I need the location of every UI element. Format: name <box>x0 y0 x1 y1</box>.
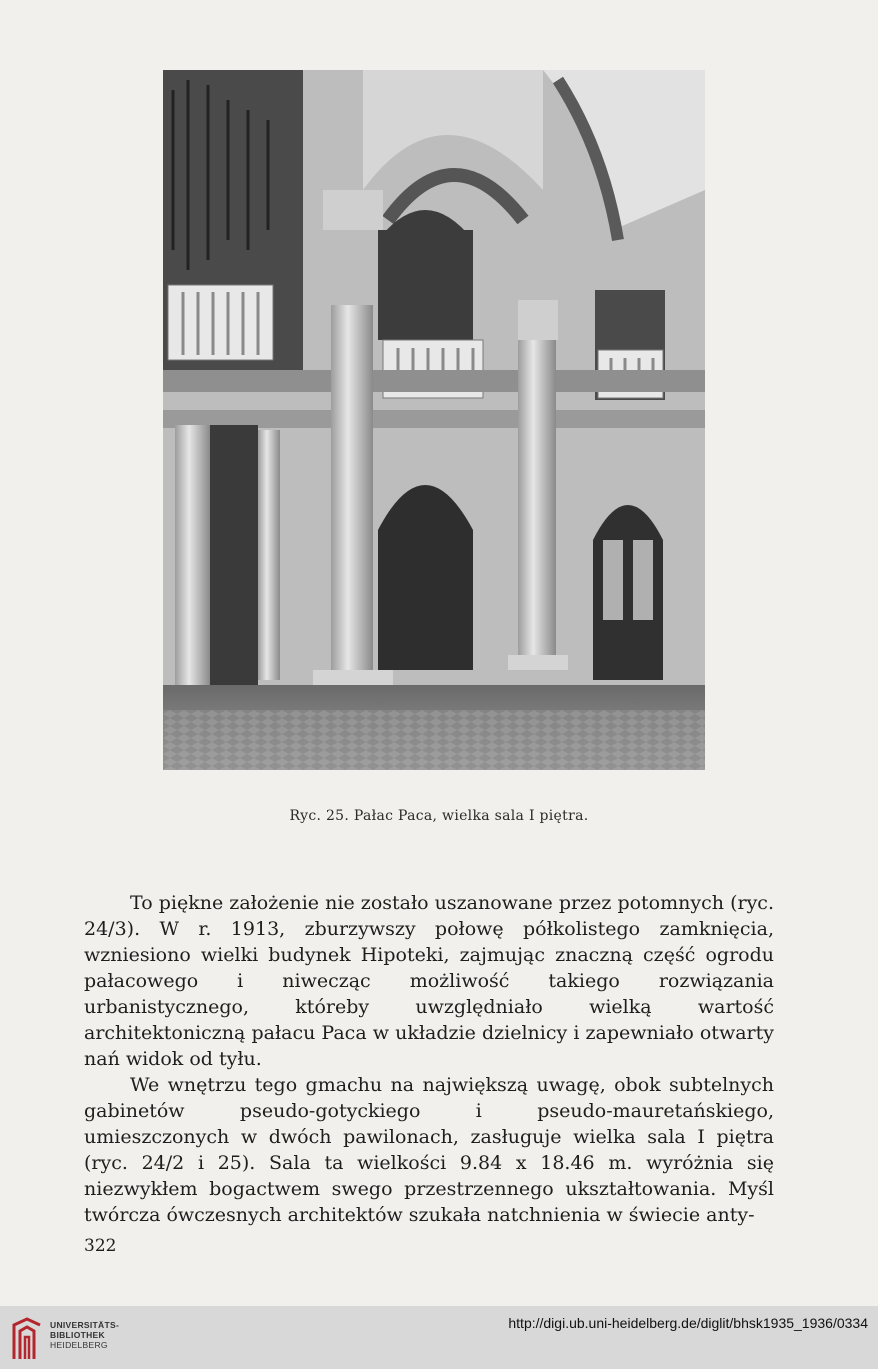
logo-line: UNIVERSITÄTS- <box>50 1320 120 1330</box>
library-logo-text <box>50 1320 119 1350</box>
paragraph: To piękne założenie nie zostało uszanowane przez potomnych (ryc. 24/3). W r. 1913, zburzywszy połowę półkolistego zamknięcia, wzniesiono wielki budynek Hipoteki, zajmując znaczną część ogrodu pałacowego i niwecząc możliwość takiego rozwiązania urbanistycznego, któreby uwzględniało wielką wartość architektoniczną pałacu Paca w układzie dzielnicy i zapewniało otwarty nań widok od tyłu. <box>84 892 774 1070</box>
footer-url-link[interactable]: http://digi.ub.uni-heidelberg.de/diglit/bhsk1935_1936/0334 <box>508 1315 868 1331</box>
figure-caption: Ryc. 25. Pałac Paca, wielka sala I piętra. <box>289 808 589 824</box>
paragraph: We wnętrzu tego gmachu na największą uwagę, obok subtelnych gabinetów pseudo-gotyckiego i pseudo-mauretańskiego, umieszczonych w dwóch pawilonach, zasługuje wielka sala I piętra (ryc. 24/2 i 25). Sala ta wielkości 9.84 x 18.46 m. wyróżnia się niezwykłem bogactwem swego przestrzennego ukształtowania. Myśl twórcza ówczesnych architektów szukała natchnienia w świecie anty- <box>84 1074 774 1226</box>
hall-photograph <box>163 70 705 770</box>
library-logo-icon <box>10 1315 44 1361</box>
logo-line: HEIDELBERG <box>50 1340 108 1350</box>
hall-photograph-drawing <box>163 70 705 770</box>
page-number: 322 <box>84 1236 117 1256</box>
logo-line: BIBLIOTHEK <box>50 1330 105 1340</box>
body-text <box>84 890 774 1228</box>
